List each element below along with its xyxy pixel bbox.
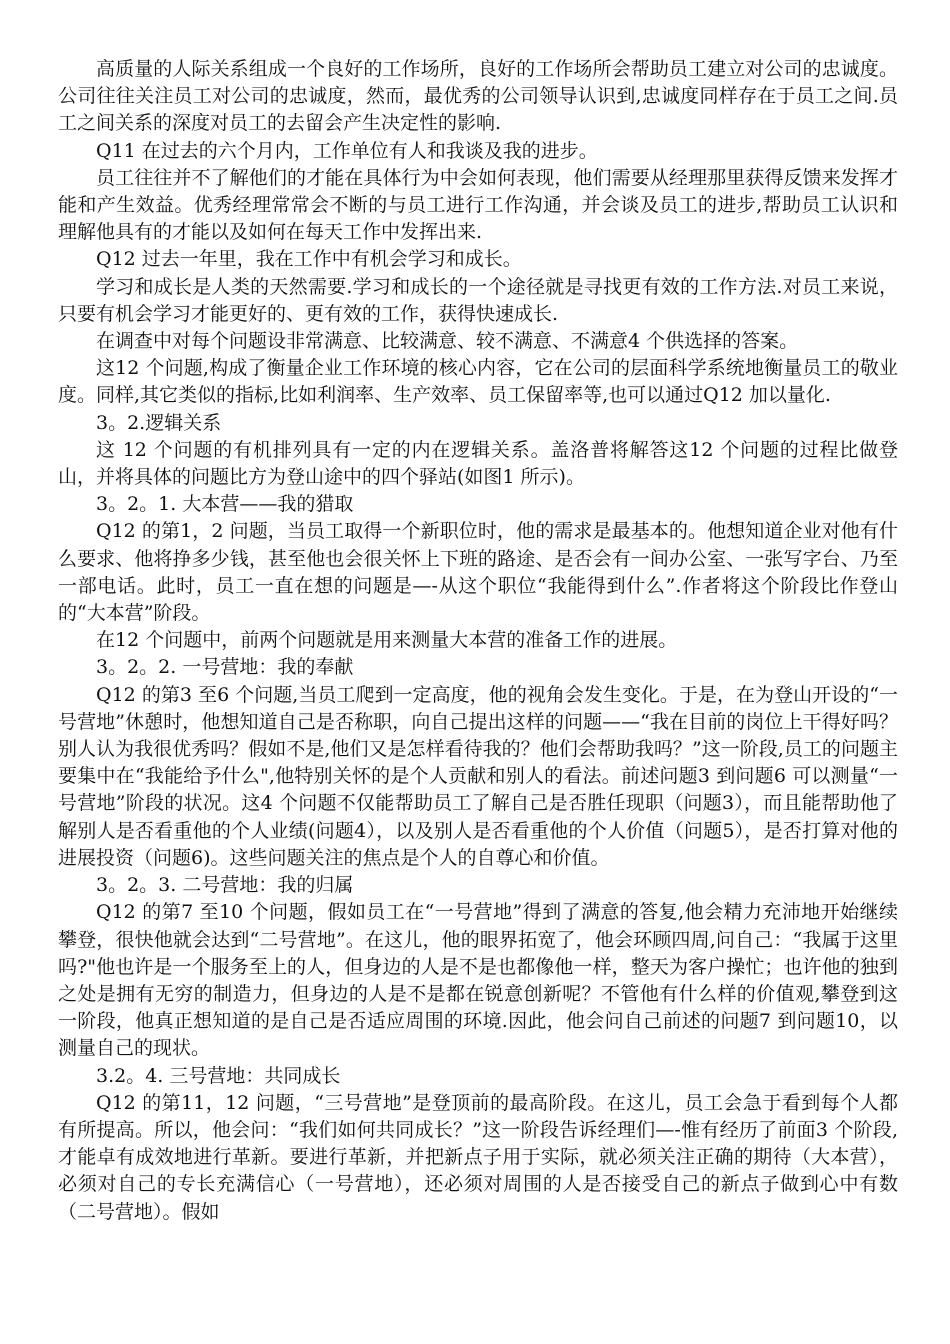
paragraph-base-camp: Q12 的第1，2 问题，当员工取得一个新职位时，他的需求是最基本的。他想知道企业对他有什么要求、他将挣多少钱，甚至他也会很关怀上下班的路途、是否会有一间办公室、一张写字台、乃至一部电话。此时，员工一直在想的问题是—-从这个职位“我能得到什么”.作者将这个阶段比作登山的“大本营”阶段。	[58, 520, 898, 625]
paragraph-learning: 学习和成长是人类的天然需要.学习和成长的一个途径就是寻找更有效的工作方法.对员工来说，只要有机会学习才能更好的、更有效的工作，获得快速成长.	[58, 275, 898, 325]
paragraph-logic: 这 12 个问题的有机排列具有一定的内在逻辑关系。盖洛普将解答这12 个问题的过程比做登山，并将具体的问题比方为登山途中的四个驿站(如图1 所示)。	[58, 438, 898, 489]
section-heading-base-camp: 3。2。1. 大本营——我的猎取	[96, 493, 354, 516]
paragraph-camp-one: Q12 的第3 至6 个问题,当员工爬到一定高度，他的视角会发生变化。于是，在为登山开设的“一号营地”休憩时，他想知道自己是否称职，向自己提出这样的问题——“我在目前的岗位上干得好吗？别人认为我很优秀吗？假如不是,他们又是怎样看待我的？他们会帮助我吗？”这一阶段,员工的问题主要集中在“我能给予什么",他特别关怀的是个人贡献和别人的看法。前述问题3 到问题6 可以测量“一号营地”阶段的状况。这4 个问题不仅能帮助员工了解自己是否胜任现职（问题3），而且能帮助他了解别人是否看重他的个人业绩(问题4），以及别人是否看重他的个人价值（问题5），是否打算对他的进展投资（问题6)。这些问题关注的焦点是个人的自尊心和价值。	[58, 683, 898, 869]
paragraph-base-camp-measure: 在12 个问题中，前两个问题就是用来测量大本营的准备工作的进展。	[96, 629, 678, 652]
document-page	[58, 56, 898, 1226]
section-heading-camp-two: 3。2。3. 二号营地：我的归属	[96, 874, 354, 897]
paragraph-q12: Q12 过去一年里，我在工作中有机会学习和成长。	[96, 248, 522, 271]
section-heading-logic: 3。2.逻辑关系	[96, 411, 222, 434]
paragraph-camp-three: Q12 的第11，12 问题，“三号营地”是登顶前的最高阶段。在这儿，员工会急于看到每个人都有所提高。所以，他会问：“我们如何共同成长？”这一阶段告诉经理们—-惟有经历了前面3 个阶段,才能卓有成效地进行革新。要进行革新，并把新点子用于实际，就必须关注正确的期待（大本营），必须对自己的专长充满信心（一号营地），还必须对周围的人是否接受自己的新点子做到心中有数（二号营地）。假如	[58, 1091, 898, 1223]
paragraph-feedback: 员工往往并不了解他们的才能在具体行为中会如何表现，他们需要从经理那里获得反馈来发挥才能和产生效益。优秀经理常常会不断的与员工进行工作沟通，并会谈及员工的进步,帮助员工认识和理解他具有的才能以及如何在每天工作中发挥出来.	[58, 166, 898, 244]
paragraph-loyalty: 高质量的人际关系组成一个良好的工作场所，良好的工作场所会帮助员工建立对公司的忠诚度。公司往往关注员工对公司的忠诚度，然而，最优秀的公司领导认识到,忠诚度同样存在于员工之间.员工之间关系的深度对员工的去留会产生决定性的影响.	[58, 58, 898, 135]
paragraph-q11: Q11 在过去的六个月内，工作单位有人和我谈及我的进步。	[96, 139, 598, 162]
paragraph-core-content: 这12 个问题,构成了衡量企业工作环境的核心内容，它在公司的层面科学系统地衡量员工的敬业度。同样,其它类似的指标,比如利润率、生产效率、员工保留率等,也可以通过Q12 加以量化.	[58, 357, 898, 407]
section-heading-camp-three: 3.2。4. 三号营地：共同成长	[96, 1064, 341, 1087]
paragraph-camp-two: Q12 的第7 至10 个问题，假如员工在“一号营地”得到了满意的答复,他会精力充沛地开始继续攀登，很快他就会达到“二号营地”。在这儿，他的眼界拓宽了，他会环顾四周,问自己：“我属于这里吗?"他也许是一个服务至上的人，但身边的人是不是也都像他一样，整天为客户操忙；也许他的独到之处是拥有无穷的制造力，但身边的人是不是都在锐意创新呢？不管他有什么样的价值观,攀登到这一阶段，他真正想知道的是自己是否适应周围的环境.因此，他会问自己前述的问题7 到问题10，以测量自己的现状。	[58, 901, 898, 1060]
section-heading-camp-one: 3。2。2. 一号营地：我的奉献	[96, 656, 354, 679]
paragraph-survey-options: 在调查中对每个问题设非常满意、比较满意、较不满意、不满意4 个供选择的答案。	[96, 330, 799, 353]
